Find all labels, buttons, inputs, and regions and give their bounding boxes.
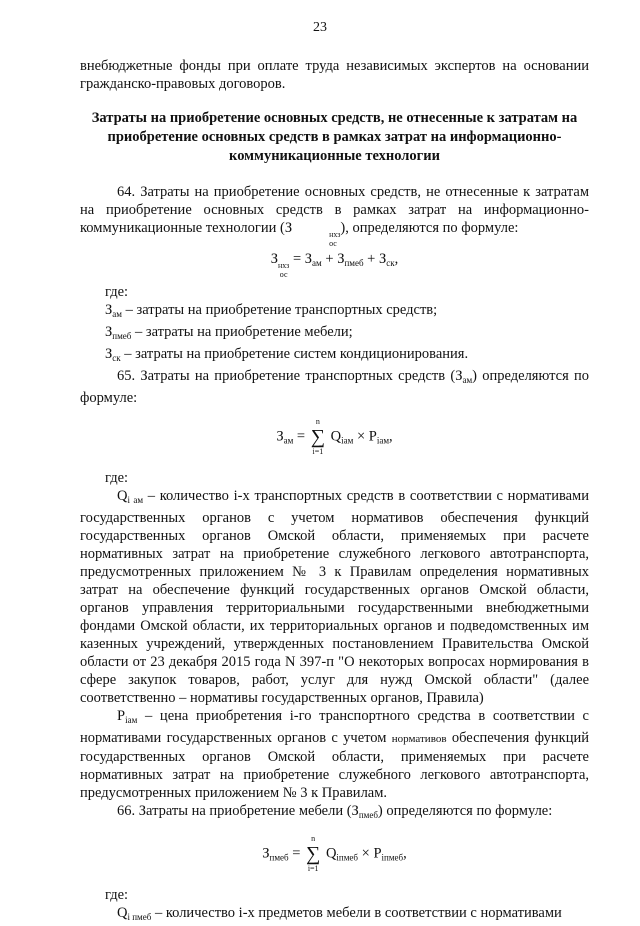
sum-operator: n ∑ i=1 [306,834,321,873]
page-number: 23 [313,20,327,35]
definition-z-sk: $З_{ск}$ – затраты на приобретение систем кондиционирования. [105,346,469,363]
where-label-65: где: [105,470,129,486]
paragraph-65: 65. Затраты на приобретение транспортных средств $(З_{ам})$ определяются по формуле: [80,368,590,406]
definition-q-am: $Q_{i ам}$ – количество i-х транспортных средств в соответствии с нормативами государственных органов с учетом нормативов обеспечения функций государственных органов Омской области, применяемых при расчете нормативных затрат на приобретение служебного легкового автотранспорта, предусмотренных приложением № 3 к Правилам определения нормативных затрат на обеспечение функций государственных органов Омской области, органов управления территориальными государственными внебюджетными фондами Омской области, их территориальных органов и подведомственных им казенных учреждений, утвержденных постановлением Правительства Омской области от 23 декабря 2015 года N 397-п "О некоторых вопросах нормирования в сфере закупок товаров, работ, услуг для нужд Омской области" (далее соответственно – нормативы государственных органов, Правила) [80,488,589,706]
definition-z-am: $З_{ам}$ – затраты на приобретение транспортных средств; [105,302,438,319]
sum-operator: n ∑ i=1 [310,417,325,456]
definition-z-pmeb: $З_{пмеб}$ – затраты на приобретение мебели; [105,324,353,341]
formula-66: $З_{пмеб}$ = n ∑ i=1 $Q_{iпмеб} \times P_{iпмеб}$, [262,834,407,873]
formula-65: $З_{ам}$ = n ∑ i=1 $Q_{iам} \times P_{iам}$, [276,417,393,456]
paragraph-66: 66. Затраты на приобретение мебели $(З_{пмеб})$ определяются по формуле: [117,803,553,820]
where-label-64: где: [105,284,129,300]
definition-p-am: $P_{iам}$ – цена приобретения i-го транспортного средства в соответствии с нормативами государственных органов с учетом нормативов обеспечения функций государственных органов Омской области, применяемых при расчете нормативных затрат на приобретение служебного легкового автотранспорта, предусмотренных приложением № 3 к Правилам. [80,708,589,801]
where-label-66: где: [105,887,129,903]
section-heading: Затраты на приобретение основных средств, не отнесенные к затратам на приобретение основных средств в рамках затрат на информационно-коммуникационные технологии [91,110,578,164]
page-content [80,57,589,926]
definition-q-pmeb: $Q_{i пмеб}$ – количество i-х предметов мебели в соответствии с нормативами [117,905,562,922]
symbol-z-os-nhz: З нхз ос [284,220,341,248]
formula-64: З нхз ос = $З_{ам} + З_{пмеб} + З_{ск}$, [270,251,399,279]
intro-paragraph: внебюджетные фонды при оплате труда независимых экспертов на основании гражданско-правовых договоров. [80,58,589,92]
paragraph-64: 64. Затраты на приобретение основных средств, не отнесенные к затратам на приобретение основных средств в рамках затрат на информационно-коммуникационные технологии (З нхз ос ), определяются по формуле: [80,184,589,248]
